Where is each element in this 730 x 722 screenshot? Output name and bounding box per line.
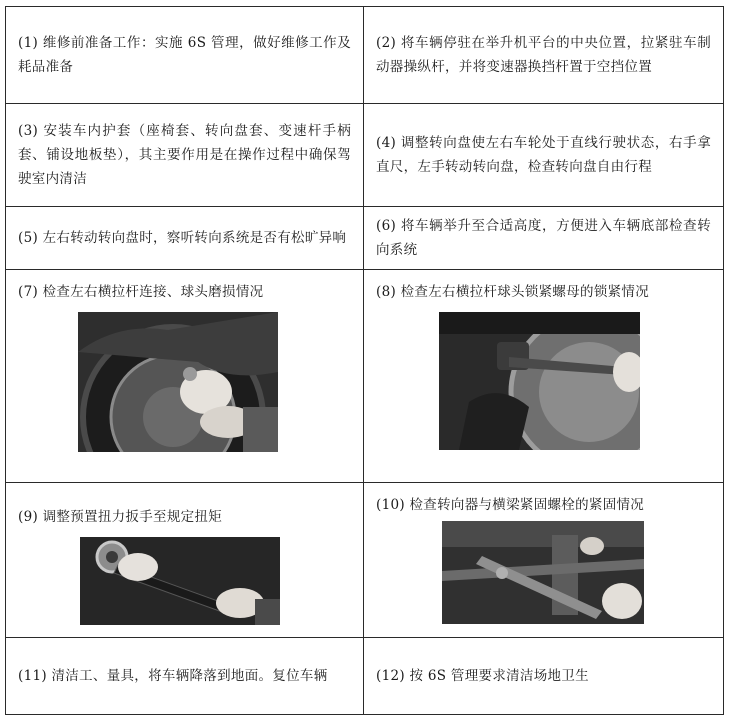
step-cell-4 (364, 104, 724, 207)
step-cell-10 (364, 483, 724, 638)
step-cell-2 (364, 7, 724, 104)
step-4-text: (4) 调整转向盘使左右车轮处于直线行驶状态，右手拿直尺，左手转动转向盘，检查转向盘自由行程 (376, 135, 711, 175)
table-row (6, 270, 724, 483)
step-cell-3 (6, 104, 364, 207)
step-11-text: (11) 清洁工、量具，将车辆降落到地面。复位车辆 (18, 668, 328, 684)
steering-gear-bolt-photo (442, 521, 644, 624)
step-10-text: (10) 检查转向器与横梁紧固螺栓的紧固情况 (376, 497, 645, 513)
table-row (6, 104, 724, 207)
procedure-table (5, 6, 724, 715)
step-5-text: (5) 左右转动转向盘时，察听转向系统是否有松旷异响 (18, 230, 347, 246)
table-row (6, 638, 724, 715)
step-cell-8 (364, 270, 724, 483)
table-row (6, 483, 724, 638)
step-7-text: (7) 检查左右横拉杆连接、球头磨损情况 (18, 284, 264, 300)
lock-nut-inspection-photo (439, 312, 640, 450)
step-cell-1 (6, 7, 364, 104)
step-1-text: (1) 维修前准备工作：实施 6S 管理，做好维修工作及耗品准备 (18, 35, 351, 75)
table-row (6, 207, 724, 270)
torque-wrench-photo (80, 537, 280, 625)
step-3-text: (3) 安装车内护套（座椅套、转向盘套、变速杆手柄套、铺设地板垫），其主要作用是在操作过程中确保驾驶室内清洁 (18, 123, 351, 187)
step-cell-12 (364, 638, 724, 715)
step-cell-11 (6, 638, 364, 715)
step-cell-6 (364, 207, 724, 270)
table-row (6, 7, 724, 104)
step-6-text: (6) 将车辆举升至合适高度，方便进入车辆底部检查转向系统 (376, 218, 711, 258)
step-cell-9 (6, 483, 364, 638)
step-2-text: (2) 将车辆停驻在举升机平台的中央位置，拉紧驻车制动器操纵杆，并将变速器换挡杆置于空挡位置 (376, 35, 711, 75)
step-cell-7 (6, 270, 364, 483)
step-cell-5 (6, 207, 364, 270)
step-9-text: (9) 调整预置扭力扳手至规定扭矩 (18, 509, 223, 525)
step-8-text: (8) 检查左右横拉杆球头锁紧螺母的锁紧情况 (376, 284, 650, 300)
tie-rod-inspection-photo (78, 312, 278, 452)
step-12-text: (12) 按 6S 管理要求清洁场地卫生 (376, 668, 589, 684)
